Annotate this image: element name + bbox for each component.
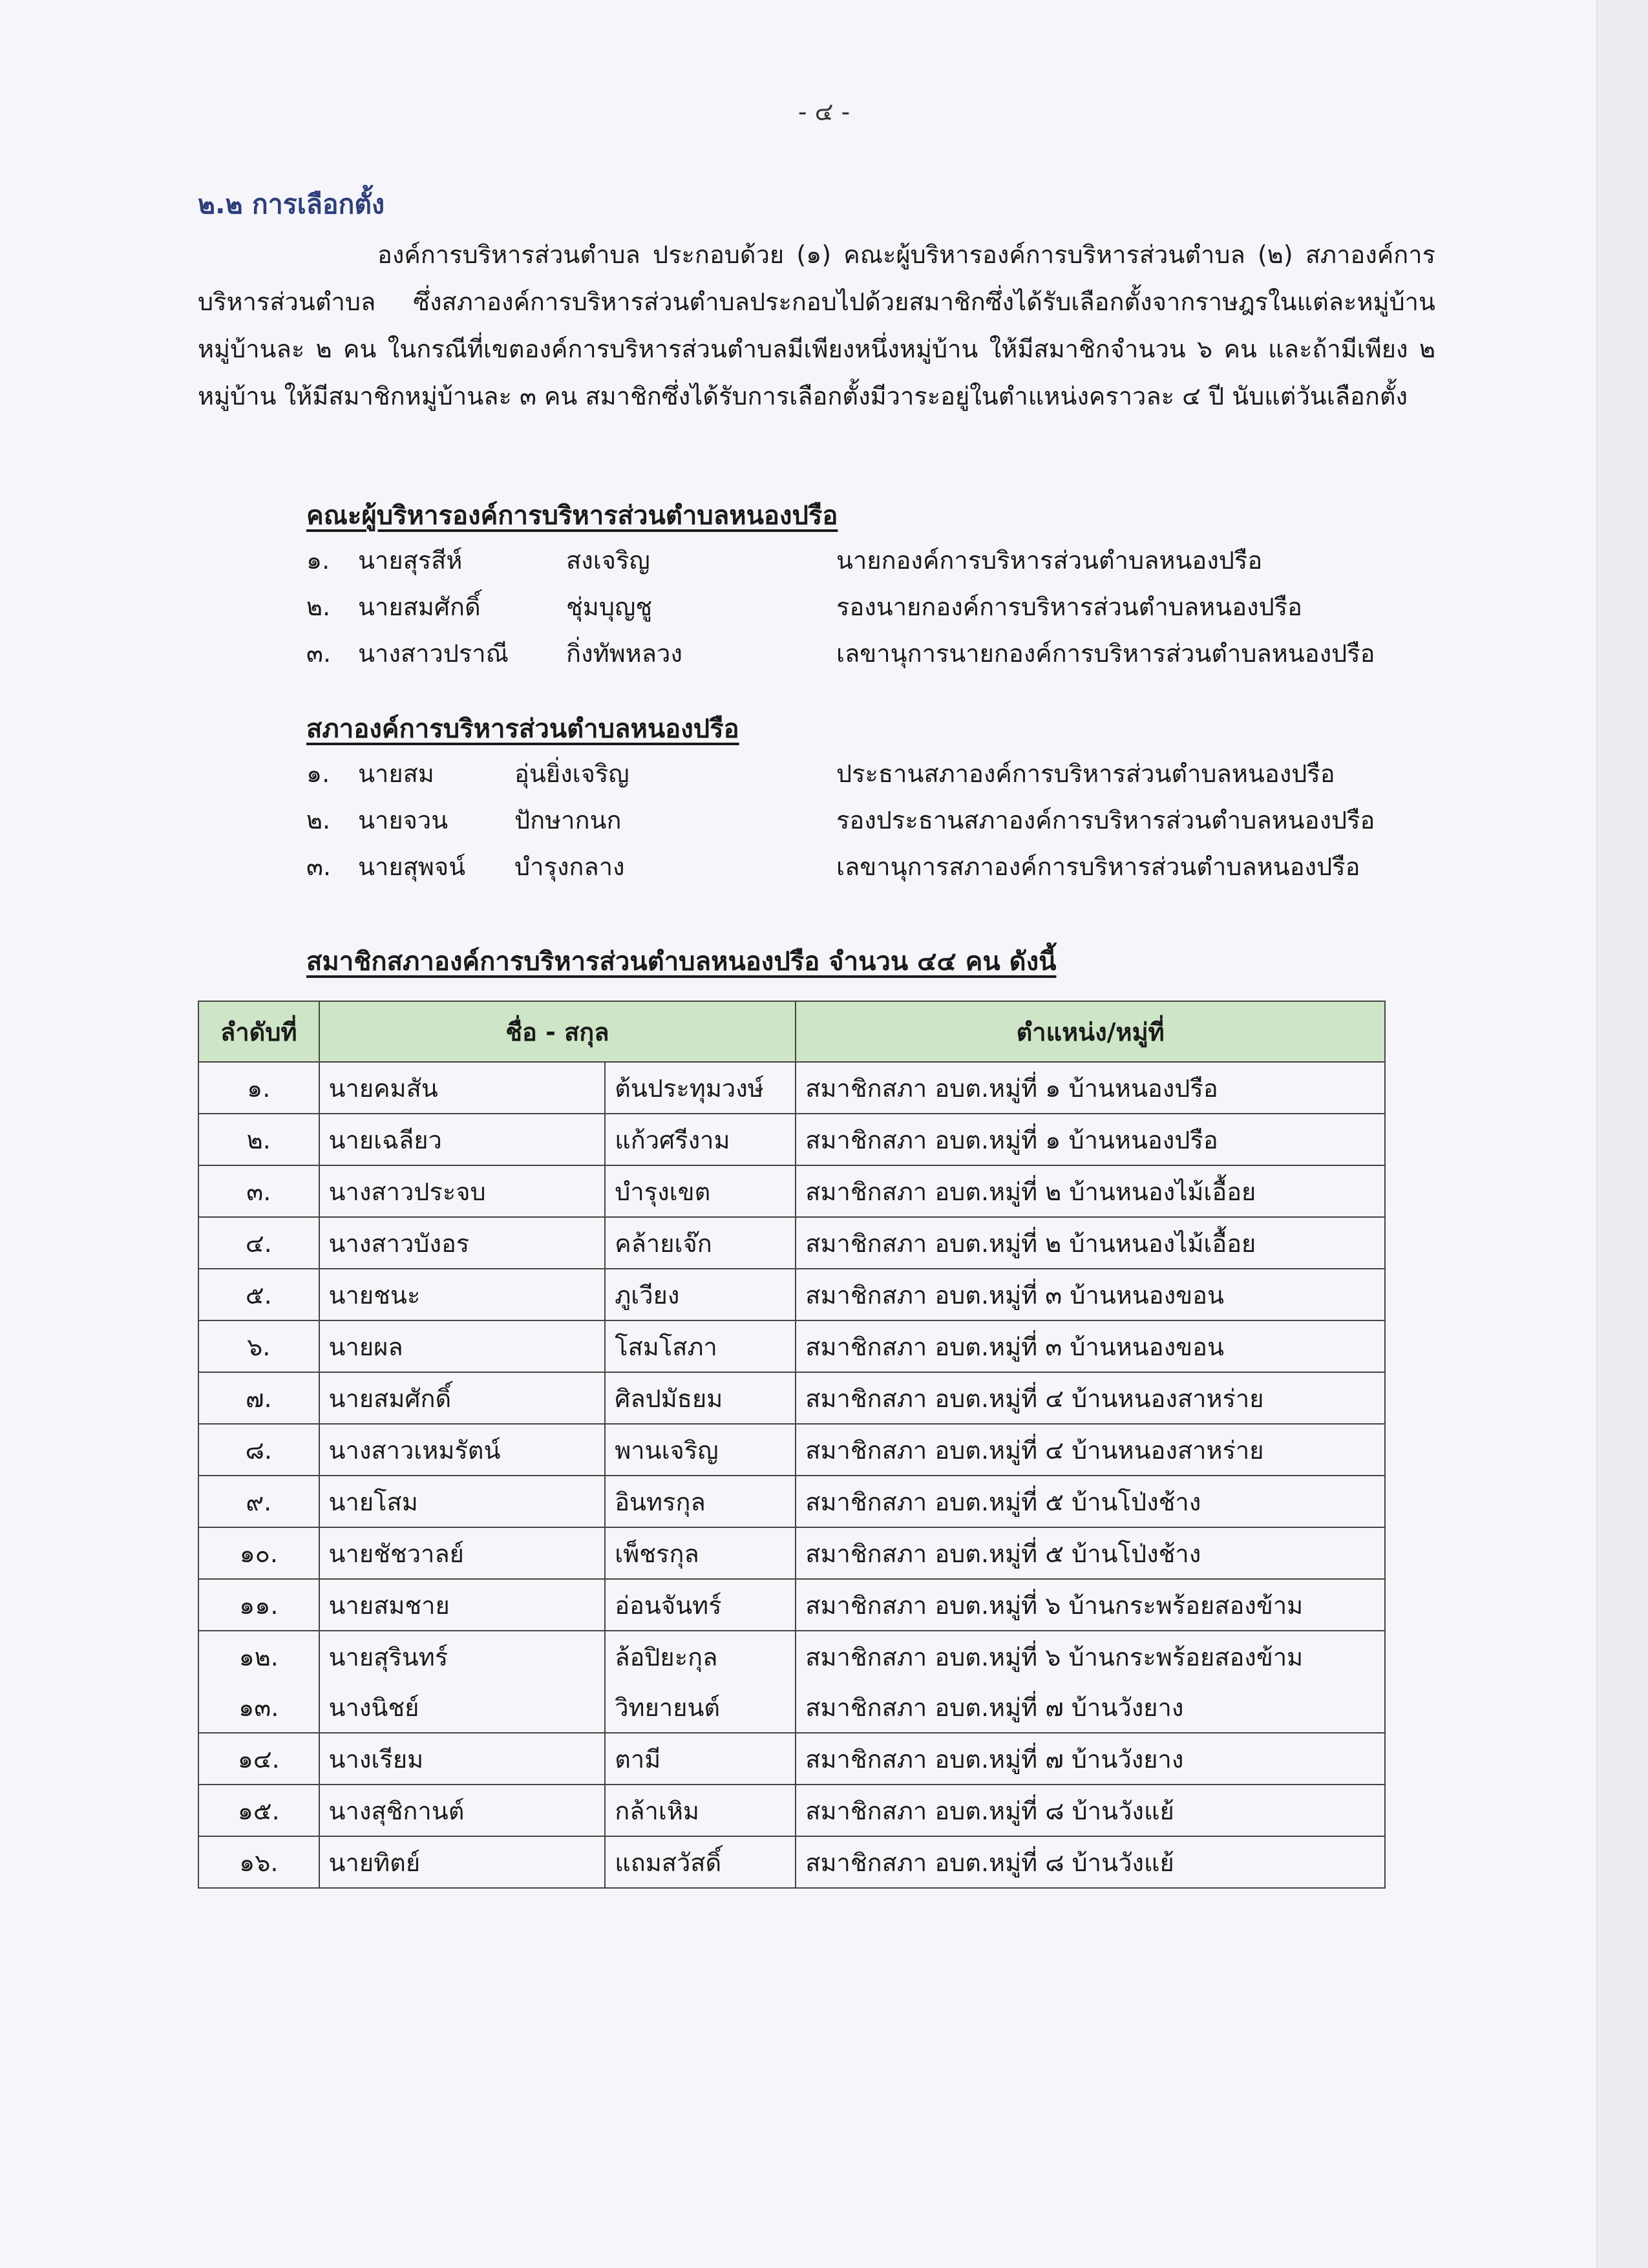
member-position: สมาชิกสภา อบต.หมู่ที่ ๖ บ้านกระพร้อยสองข้าม — [796, 1631, 1385, 1682]
member-surname: วิทยายนต์ — [605, 1682, 796, 1733]
member-number: ๒. — [198, 1114, 319, 1165]
member-surname: ต้นประทุมวงษ์ — [605, 1062, 796, 1114]
table-row — [198, 1785, 1385, 1836]
table-row — [198, 1424, 1385, 1476]
member-number: ๑๐. — [198, 1527, 319, 1579]
column-header-position: ตำแหน่ง/หมู่ที่ — [796, 1001, 1385, 1062]
member-surname: โสมโสภา — [605, 1320, 796, 1372]
member-number: ๑๓. — [198, 1682, 319, 1733]
member-position: สมาชิกสภา อบต.หมู่ที่ ๘ บ้านวังแย้ — [796, 1785, 1385, 1836]
member-number: ๕. — [198, 1269, 319, 1320]
member-name: นายทิตย์ — [319, 1836, 606, 1888]
executive-position: นายกองค์การบริหารส่วนตำบลหนองปรือ — [836, 546, 1263, 575]
executive-name: นางสาวปราณี — [358, 639, 509, 668]
table-row — [198, 1062, 1385, 1114]
member-number: ๑๖. — [198, 1836, 319, 1888]
executive-position: เลขานุการนายกองค์การบริหารส่วนตำบลหนองปรือ — [836, 639, 1375, 668]
council-list — [306, 750, 1457, 889]
executive-surname: สงเจริญ — [566, 546, 650, 575]
member-surname: พานเจริญ — [605, 1424, 796, 1476]
member-position: สมาชิกสภา อบต.หมู่ที่ ๑ บ้านหนองปรือ — [796, 1114, 1385, 1165]
section-title: ๒.๒ การเลือกตั้ง — [198, 189, 385, 220]
members-heading: สมาชิกสภาองค์การบริหารส่วนตำบลหนองปรือ จำนวน ๔๔ คน ดังนี้ — [306, 947, 1057, 977]
member-number: ๑๑. — [198, 1579, 319, 1631]
member-name: นางเรียม — [319, 1733, 606, 1785]
council-name: นายจวน — [358, 806, 449, 834]
council-name: นายสม — [358, 759, 434, 788]
council-position: เลขานุการสภาองค์การบริหารส่วนตำบลหนองปรือ — [836, 853, 1360, 881]
member-name: นายเฉลียว — [319, 1114, 606, 1165]
member-position: สมาชิกสภา อบต.หมู่ที่ ๓ บ้านหนองขอน — [796, 1320, 1385, 1372]
council-surname: อุ่นยิ่งเจริญ — [514, 759, 629, 788]
member-position: สมาชิกสภา อบต.หมู่ที่ ๘ บ้านวังแย้ — [796, 1836, 1385, 1888]
table-row — [198, 1269, 1385, 1320]
member-position: สมาชิกสภา อบต.หมู่ที่ ๒ บ้านหนองไม้เอื้อย — [796, 1165, 1385, 1217]
member-position: สมาชิกสภา อบต.หมู่ที่ ๓ บ้านหนองขอน — [796, 1269, 1385, 1320]
member-name: นายชัชวาลย์ — [319, 1527, 606, 1579]
member-surname: กล้าเหิม — [605, 1785, 796, 1836]
member-name: นางสาวประจบ — [319, 1165, 606, 1217]
executive-number: ๒. — [306, 593, 331, 621]
table-row — [198, 1476, 1385, 1527]
table-row — [198, 1733, 1385, 1785]
council-position: รองประธานสภาองค์การบริหารส่วนตำบลหนองปรือ — [836, 806, 1375, 834]
table-row — [198, 1114, 1385, 1165]
council-number: ๒. — [306, 806, 331, 834]
member-surname: อ่อนจันทร์ — [605, 1579, 796, 1631]
member-position: สมาชิกสภา อบต.หมู่ที่ ๗ บ้านวังยาง — [796, 1682, 1385, 1733]
member-name: นายสุรินทร์ — [319, 1631, 606, 1682]
member-name: นางสาวบังอร — [319, 1217, 606, 1269]
table-row — [198, 1217, 1385, 1269]
executive-number: ๓. — [306, 639, 332, 668]
member-surname: แก้วศรีงาม — [605, 1114, 796, 1165]
table-row — [198, 1320, 1385, 1372]
member-number: ๓. — [198, 1165, 319, 1217]
member-surname: คล้ายเจ๊ก — [605, 1217, 796, 1269]
member-name: นายคมสัน — [319, 1062, 606, 1114]
executive-surname: ชุ่มบุญชู — [566, 593, 653, 621]
member-number: ๑๔. — [198, 1733, 319, 1785]
table-row — [198, 1631, 1385, 1682]
executive-row — [306, 630, 1457, 676]
member-position: สมาชิกสภา อบต.หมู่ที่ ๖ บ้านกระพร้อยสองข้าม — [796, 1579, 1385, 1631]
members-table-body — [198, 1062, 1385, 1888]
table-row — [198, 1527, 1385, 1579]
member-name: นางสุชิกานต์ — [319, 1785, 606, 1836]
executives-heading: คณะผู้บริหารองค์การบริหารส่วนตำบลหนองปรือ — [306, 501, 838, 531]
table-row — [198, 1165, 1385, 1217]
member-surname: อินทรกุล — [605, 1476, 796, 1527]
table-row — [198, 1579, 1385, 1631]
member-number: ๑. — [198, 1062, 319, 1114]
intro-paragraph — [198, 231, 1435, 420]
member-name: นายโสม — [319, 1476, 606, 1527]
executive-row — [306, 583, 1457, 630]
member-surname: ศิลปมัธยม — [605, 1372, 796, 1424]
column-header-name: ชื่อ - สกุล — [319, 1001, 796, 1062]
table-header-row — [198, 1001, 1385, 1062]
member-name: นายสมศักดิ์ — [319, 1372, 606, 1424]
council-number: ๓. — [306, 853, 332, 881]
executive-name: นายสุรสีห์ — [358, 546, 463, 575]
member-number: ๑๕. — [198, 1785, 319, 1836]
table-row — [198, 1372, 1385, 1424]
executive-position: รองนายกองค์การบริหารส่วนตำบลหนองปรือ — [836, 593, 1302, 621]
council-row — [306, 843, 1457, 889]
member-number: ๑๒. — [198, 1631, 319, 1682]
member-position: สมาชิกสภา อบต.หมู่ที่ ๕ บ้านโป่งช้าง — [796, 1527, 1385, 1579]
member-surname: แถมสวัสดิ์ — [605, 1836, 796, 1888]
member-number: ๗. — [198, 1372, 319, 1424]
member-name: นายชนะ — [319, 1269, 606, 1320]
member-surname: บำรุงเขต — [605, 1165, 796, 1217]
member-position: สมาชิกสภา อบต.หมู่ที่ ๔ บ้านหนองสาหร่าย — [796, 1424, 1385, 1476]
member-position: สมาชิกสภา อบต.หมู่ที่ ๒ บ้านหนองไม้เอื้อย — [796, 1217, 1385, 1269]
table-row — [198, 1682, 1385, 1733]
member-name: นายผล — [319, 1320, 606, 1372]
table-row — [198, 1836, 1385, 1888]
column-header-order: ลำดับที่ — [198, 1001, 319, 1062]
executive-name: นายสมศักดิ์ — [358, 593, 481, 621]
member-number: ๖. — [198, 1320, 319, 1372]
council-surname: ปักษากนก — [514, 806, 622, 834]
member-position: สมาชิกสภา อบต.หมู่ที่ ๑ บ้านหนองปรือ — [796, 1062, 1385, 1114]
member-surname: ตามี — [605, 1733, 796, 1785]
council-surname: บำรุงกลาง — [514, 853, 625, 881]
executive-number: ๑. — [306, 546, 330, 575]
member-number: ๔. — [198, 1217, 319, 1269]
member-name: นางนิชย์ — [319, 1682, 606, 1733]
intro-paragraph-text: องค์การบริหารส่วนตำบล ประกอบด้วย (๑) คณะผู้บริหารองค์การบริหารส่วนตำบล (๒) สภาองค์การบริหารส่วนตำบล ซึ่งสภาองค์การบริหารส่วนตำบลประกอบไปด้วยสมาชิกซึ่งได้รับเลือกตั้งจากราษฎรในแต่ละหมู่บ้าน หมู่บ้านละ ๒ คน ในกรณีที่เขตองค์การบริหารส่วนตำบลมีเพียงหนึ่งหมู่บ้าน ให้มีสมาชิกจำนวน ๖ คน และถ้ามีเพียง ๒ หมู่บ้าน ให้มีสมาชิกหมู่บ้านละ ๓ คน สมาชิกซึ่งได้รับการเลือกตั้งมีวาระอยู่ในตำแหน่งคราวละ ๔ ปี นับแต่วันเลือกตั้ง — [198, 240, 1435, 410]
council-number: ๑. — [306, 759, 330, 788]
council-row — [306, 750, 1457, 796]
executive-surname: กิ่งทัพหลวง — [566, 639, 682, 668]
council-heading: สภาองค์การบริหารส่วนตำบลหนองปรือ — [306, 714, 739, 744]
member-number: ๘. — [198, 1424, 319, 1476]
page-edge — [1596, 0, 1648, 2268]
member-position: สมาชิกสภา อบต.หมู่ที่ ๔ บ้านหนองสาหร่าย — [796, 1372, 1385, 1424]
member-number: ๙. — [198, 1476, 319, 1527]
member-position: สมาชิกสภา อบต.หมู่ที่ ๗ บ้านวังยาง — [796, 1733, 1385, 1785]
page-number: - ๔ - — [798, 98, 850, 126]
council-row — [306, 796, 1457, 843]
member-surname: ภูเวียง — [605, 1269, 796, 1320]
member-position: สมาชิกสภา อบต.หมู่ที่ ๕ บ้านโป่งช้าง — [796, 1476, 1385, 1527]
member-surname: ล้อปิยะกุล — [605, 1631, 796, 1682]
council-name: นายสุพจน์ — [358, 853, 466, 881]
executive-row — [306, 536, 1457, 583]
member-name: นางสาวเหมรัตน์ — [319, 1424, 606, 1476]
member-name: นายสมชาย — [319, 1579, 606, 1631]
members-table — [198, 1001, 1386, 1889]
council-position: ประธานสภาองค์การบริหารส่วนตำบลหนองปรือ — [836, 759, 1335, 788]
member-surname: เพ็ชรกุล — [605, 1527, 796, 1579]
executives-list — [306, 536, 1457, 676]
